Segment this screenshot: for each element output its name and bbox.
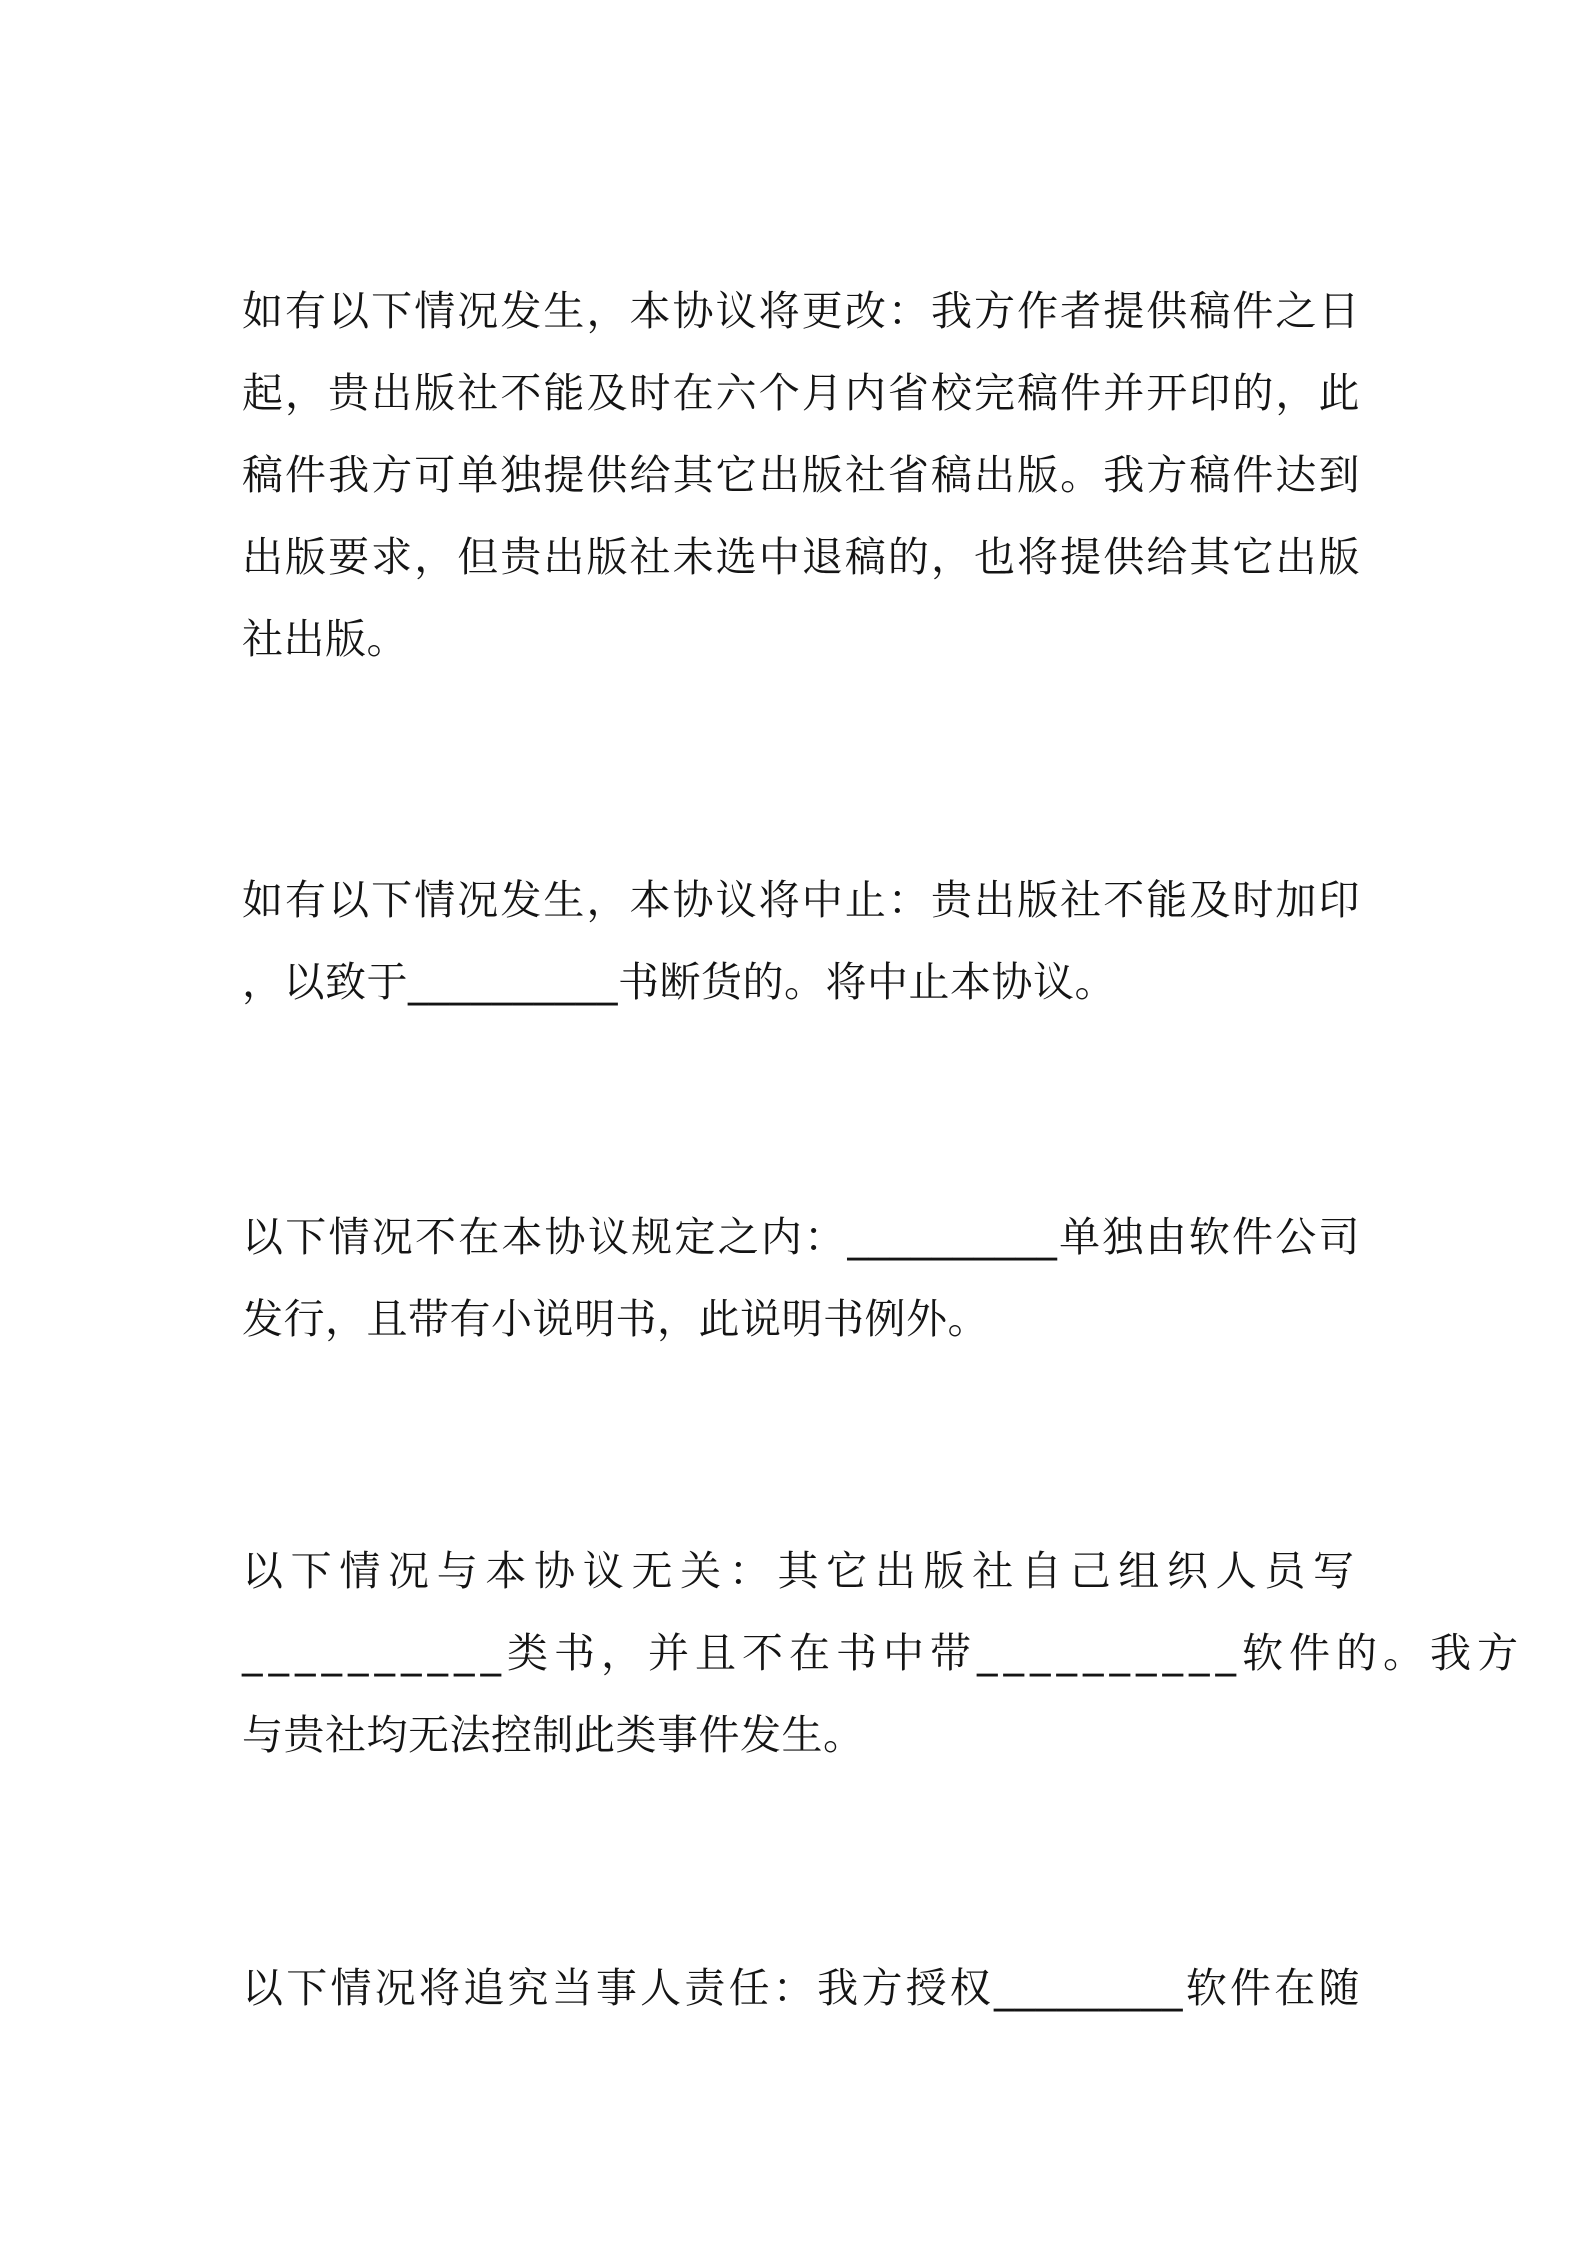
paragraph-liability-clause [242, 1947, 1360, 2029]
text-line: 以下情况将追究当事人责任：我方授权_________软件在随 [242, 1964, 1360, 2012]
text-line: 稿件我方可单独提供给其它出版社省稿出版。我方稿件达到 [242, 451, 1360, 499]
paragraph-unrelated-clause [242, 1530, 1524, 1776]
text-line: 如有以下情况发生，本协议将中止：贵出版社不能及时加印 [242, 876, 1360, 924]
paragraph-amendment-clause [242, 270, 1360, 680]
text-line: 发行，且带有小说明书，此说明书例外。 [242, 1295, 989, 1343]
text-line: 以下情况不在本协议规定之内：__________单独由软件公司 [242, 1213, 1360, 1261]
text-line: 社出版。 [242, 615, 408, 663]
text-line: 以下情况与本协议无关：其它出版社自己组织人员写 [242, 1547, 1360, 1595]
paragraph-suspension-clause [242, 859, 1360, 1023]
text-line: 与贵社均无法控制此类事件发生。 [242, 1711, 865, 1759]
text-line: __________类书，并且不在书中带__________软件的。我方 [242, 1629, 1524, 1677]
text-line: ，以致于__________书断货的。将中止本协议。 [242, 958, 1116, 1006]
text-line: 出版要求，但贵出版社未选中退稿的，也将提供给其它出版 [242, 533, 1360, 581]
text-line: 如有以下情况发生，本协议将更改：我方作者提供稿件之日 [242, 287, 1360, 335]
paragraph-exclusion-clause [242, 1196, 1360, 1360]
text-line: 起，贵出版社不能及时在六个月内省校完稿件并开印的，此 [242, 369, 1360, 417]
